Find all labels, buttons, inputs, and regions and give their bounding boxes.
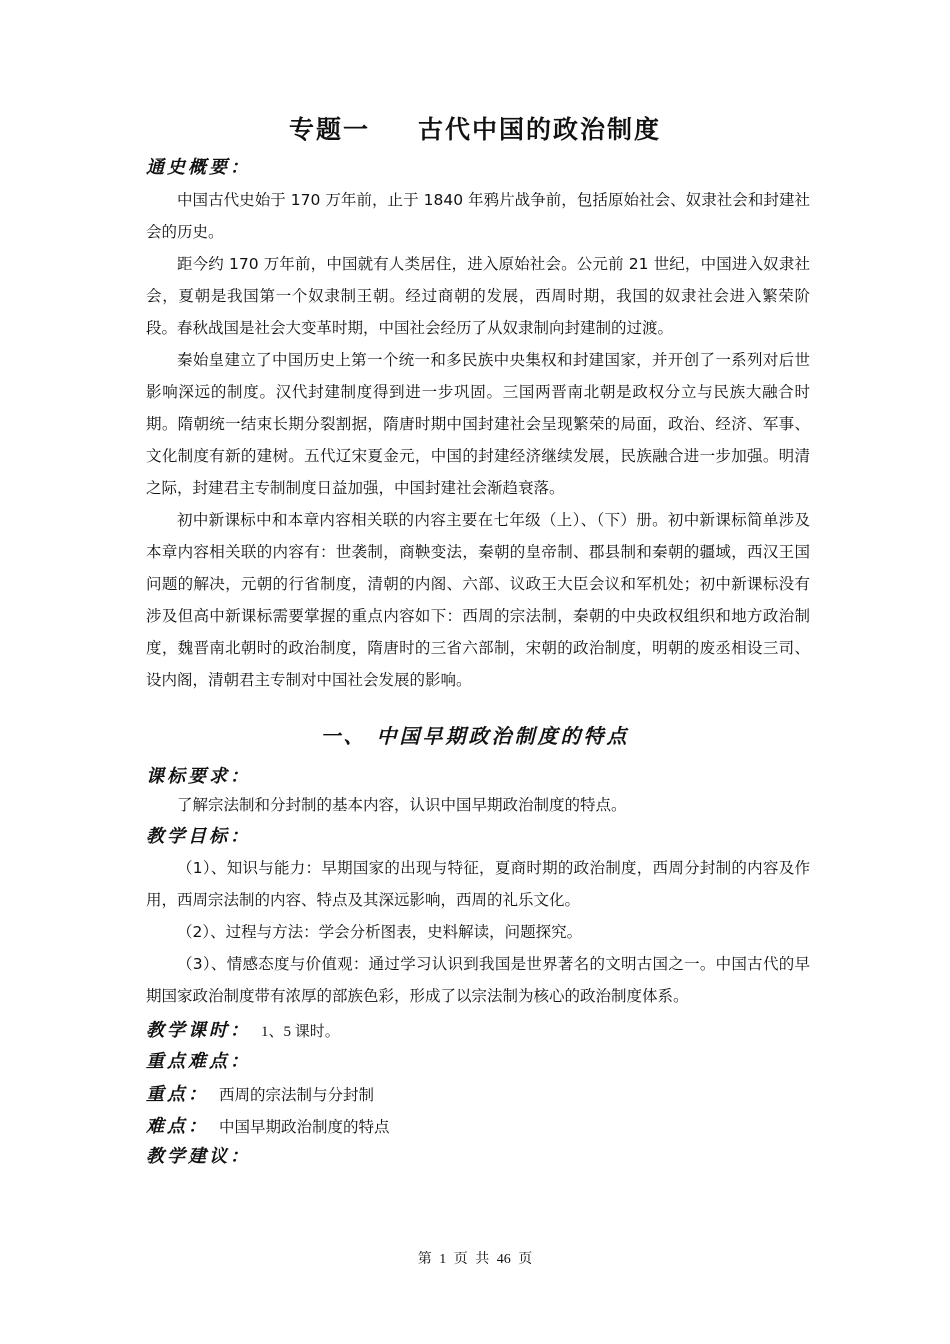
- difficult-line: [146, 1112, 390, 1138]
- objectives-heading: 教学目标：: [146, 826, 251, 847]
- overview-paragraph: 秦始皇建立了中国历史上第一个统一和多民族中央集权和封建国家，并开创了一系列对后世影响深远的制度。汉代封建制度得到进一步巩固。三国两晋南北朝是政权分立与民族大融合时期。隋朝统一结束长期分裂割据，隋唐时期中国封建社会呈现繁荣的局面，政治、经济、军事、文化制度有新的建树。五代辽宋夏金元，中国的封建经济继续发展，民族融合进一步加强。明清之际，封建君主专制制度日益加强，中国封建社会渐趋衰落。: [146, 351, 810, 497]
- suggestions-heading: 教学建议：: [146, 1146, 251, 1167]
- section-title: 一、 中国早期政治制度的特点: [320, 724, 630, 748]
- overview-paragraph: 初中新课标中和本章内容相关联的内容主要在七年级（上）、（下）册。初中新课标简单涉及本章内容相关联的内容有：世袭制，商鞅变法，秦朝的皇帝制、郡县制和秦朝的疆域，西汉王国问题的解决，元朝的行省制度，清朝的内阁、六部、议政王大臣会议和军机处；初中新课标没有涉及但高中新课标需要掌握的重点内容如下：西周的宗法制，秦朝的中央政权组织和地方政治制度，魏晋南北朝时的政治制度，隋唐时的三省六部制，宋朝的政治制度，明朝的废丞相设三司、设内阁，清朝君主专制对中国社会发展的影响。: [146, 511, 810, 689]
- key-value: 西周的宗法制与分封制: [219, 1086, 375, 1104]
- title-part1: 专题一: [288, 115, 370, 144]
- overview-paragraph: 中国古代史始于 170 万年前，止于 1840 年鸦片战争前，包括原始社会、奴隶社会和封建社会的历史。: [146, 191, 810, 241]
- objective-item: （2）、过程与方法：学会分析图表，史料解读，问题探究。: [177, 923, 583, 941]
- keypoints-heading: 重点难点：: [146, 1051, 251, 1072]
- hours-label: 教学课时：: [146, 1020, 251, 1041]
- hours-value: 1、5 课时。: [261, 1024, 340, 1040]
- hours-line: [146, 1016, 340, 1042]
- overview-body: [146, 184, 810, 696]
- curriculum-text: 了解宗法制和分封制的基本内容，认识中国早期政治制度的特点。: [177, 796, 627, 814]
- objectives-body: [146, 852, 810, 1012]
- curriculum-heading: 课标要求：: [146, 766, 251, 787]
- difficult-label: 难点：: [146, 1116, 209, 1137]
- curriculum-body: [146, 789, 810, 821]
- overview-paragraph: 距今约 170 万年前，中国就有人类居住，进入原始社会。公元前 21 世纪，中国进入奴隶社会，夏朝是我国第一个奴隶制王朝。经过商朝的发展，西周时期，我国的奴隶社会进入繁荣阶段。春秋战国是社会大变革时期，中国社会经历了从奴隶制向封建制的过渡。: [146, 255, 810, 337]
- key-line: [146, 1080, 374, 1106]
- document-title: [0, 110, 950, 146]
- title-part2: 古代中国的政治制度: [418, 115, 662, 144]
- objective-item: （3）、情感态度与价值观：通过学习认识到我国是世界著名的文明古国之一。中国古代的早期国家政治制度带有浓厚的部族色彩，形成了以宗法制为核心的政治制度体系。: [146, 955, 810, 1005]
- key-label: 重点：: [146, 1084, 209, 1105]
- page-footer: 第 1 页 共 46 页: [417, 1252, 533, 1267]
- overview-heading: 通史概要：: [146, 157, 251, 178]
- objective-item: （1）、知识与能力：早期国家的出现与特征，夏商时期的政治制度，西周分封制的内容及作用，西周宗法制的内容、特点及其深远影响，西周的礼乐文化。: [146, 859, 810, 909]
- difficult-value: 中国早期政治制度的特点: [219, 1118, 390, 1136]
